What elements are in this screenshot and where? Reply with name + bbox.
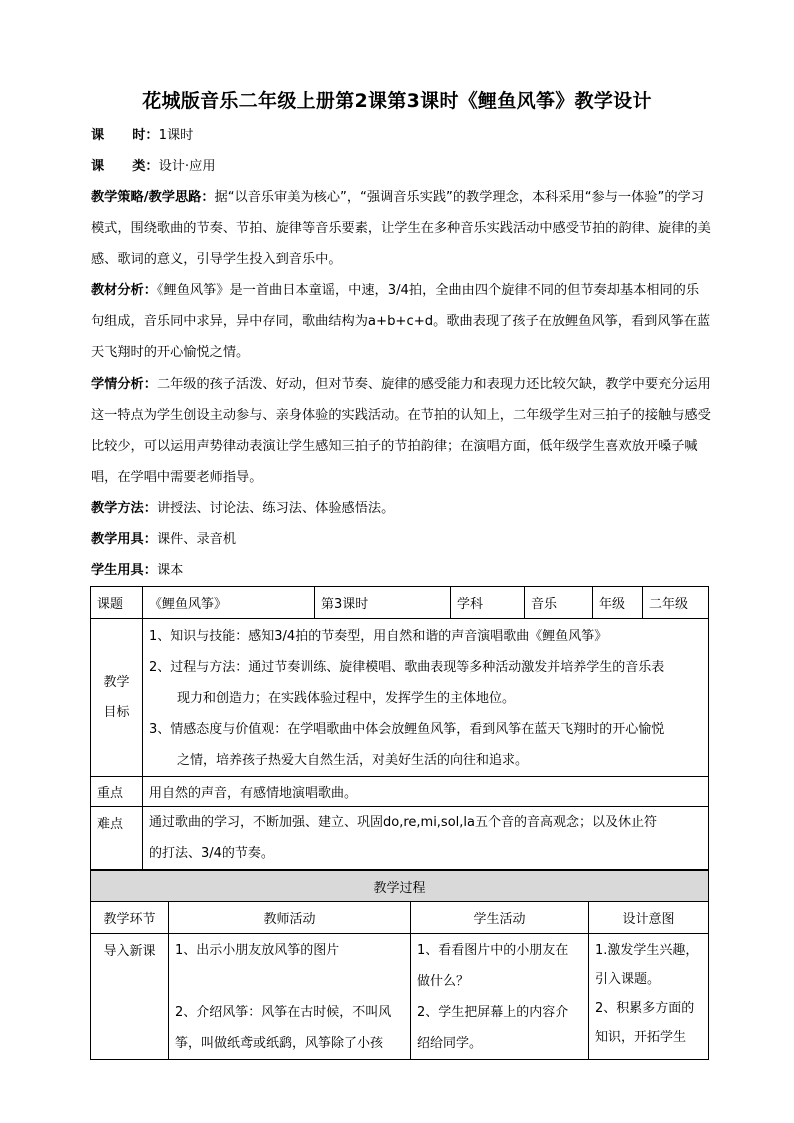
goal-3-line-2: 之情，培养孩子热爱大自然生活，对美好生活的向往和追求。: [177, 753, 529, 768]
method-text: 讲授法、讨论法、练习法、体验感悟法。: [156, 501, 395, 516]
learner-text: 二年级的孩子活泼、好动，但对节奏、旋律的感受能力和表现力还比较欠缺，教学中要充分运用这一特点为学生创设主动参与、亲身体验的实践活动。在节拍的认知上，二年级学生对三拍子的接触与感受比较少，可以运用声势律动表演让学生感知三拍子的节拍韵律；在演唱方面，低年级学生喜欢放开嗓子喊唱，在学唱中需要老师指导。: [91, 377, 711, 485]
col-teacher: 教师活动: [169, 902, 411, 934]
student-tools-line: [91, 555, 711, 586]
cell-subject-label: 学科: [451, 587, 525, 619]
goals-label: [91, 619, 143, 777]
lesson-hours-label-1: 课: [91, 128, 105, 143]
difficulty-line-2: 的打法、3/4的节奏。: [149, 846, 274, 861]
strategy-text: 据“以音乐审美为核心”，“强调音乐实践”的教学理念，本科采用“参与一体验”的学习模式，围绕歌曲的节奏、节拍、旋律等音乐要素，让学生在多种音乐实践活动中感受节拍的韵律、旋律的美感、歌词的意义，引导学生投入到音乐中。: [91, 190, 711, 267]
student-tools-text: 课本: [156, 563, 184, 578]
intent-1-line-1: 1.激发学生兴趣，: [595, 943, 699, 958]
strategy-label: 教学策略/教学思路：: [91, 190, 215, 205]
intro-stage: 导入新课: [91, 934, 169, 1060]
goals-label-line-1: 教学: [103, 674, 130, 690]
difficulty-content: [143, 807, 709, 870]
student-tools-label: 学生用具：: [91, 563, 157, 578]
cell-grade-value: 二年级: [643, 587, 709, 619]
intro-teacher: [169, 934, 411, 1060]
material-text: 《鲤鱼风筝》是一首曲日本童谣，中速，3/4拍，全曲由四个旋律不同的但节奏却基本相同的乐句组成，音乐同中求异，异中存同，歌曲结构为a+b+c+d。歌曲表现了孩子在放鲤鱼风筝，看到风筝在蓝天飞翔时的开心愉悦之情。: [91, 283, 711, 360]
tools-label: 教学用具：: [91, 532, 157, 547]
strategy-paragraph: [91, 182, 711, 275]
material-label: 教材分析：: [91, 283, 157, 298]
lesson-type-value: 设计·应用: [158, 159, 216, 174]
goals-content: [143, 619, 709, 777]
student-step-2-line-2: 绍给同学。: [417, 1036, 483, 1051]
goal-1: 1、知识与技能：感知3/4拍的节奏型，用自然和谐的声音演唱歌曲《鲤鱼风筝》: [149, 629, 608, 644]
intro-intent: [589, 934, 709, 1060]
lesson-table: [90, 586, 709, 870]
process-table: [90, 870, 709, 1060]
lesson-type-label-2: 类：: [132, 159, 159, 174]
goal-2-line-2: 现力和创造力；在实践体验过程中，发挥学生的主体地位。: [177, 691, 516, 706]
goal-2-line-1: 2、过程与方法：通过节奏训练、旋律模唱、歌曲表现等多种活动激发并培养学生的音乐表: [149, 660, 665, 675]
difficulty-row: [91, 807, 709, 870]
lesson-hours-line: [91, 120, 711, 151]
lesson-type-line: [91, 151, 711, 182]
subject-row: [91, 587, 709, 619]
method-line: [91, 493, 711, 524]
teacher-step-1: 1、出示小朋友放风筝的图片: [175, 943, 340, 958]
student-step-2-line-1: 2、学生把屏幕上的内容介: [417, 1005, 569, 1020]
cell-topic-label: 课题: [91, 587, 143, 619]
intent-2-line-1: 2、积累多方面的: [595, 1001, 695, 1016]
process-header-row: [91, 871, 709, 902]
student-step-1-line-2: 做什么？: [417, 974, 470, 989]
document-title: 花城版音乐二年级上册第2课第3课时《鲤鱼风筝》教学设计: [142, 90, 652, 112]
lesson-type-label-1: 课: [91, 159, 105, 174]
goal-3-line-1: 3、情感态度与价值观：在学唱歌曲中体会放鲤鱼风筝，看到风筝在蓝天飞翔时的开心愉悦: [149, 722, 665, 737]
key-point-row: [91, 777, 709, 807]
difficulty-line-1: 通过歌曲的学习，不断加强、建立、巩固do,re,mi,sol,la五个音的音高观念；以及休止符: [149, 815, 657, 830]
difficulty-label: 难点: [91, 807, 143, 870]
intro-student: [411, 934, 589, 1060]
intro-row: [91, 934, 709, 1060]
cell-grade-label: 年级: [593, 587, 643, 619]
process-header: 教学过程: [91, 871, 709, 902]
cell-topic-value: 《鲤鱼风筝》: [143, 587, 315, 619]
intent-1-line-2: 引入课题。: [595, 972, 661, 987]
lesson-hours-label-2: 时：: [132, 128, 159, 143]
learner-paragraph: [91, 369, 711, 493]
cell-lesson-number: 第3课时: [315, 587, 451, 619]
col-stage: 教学环节: [91, 902, 169, 934]
learner-label: 学情分析：: [91, 377, 157, 392]
student-step-1-line-1: 1、看看图片中的小朋友在: [417, 943, 569, 958]
method-label: 教学方法：: [91, 501, 157, 516]
teacher-step-2-line-1: 2、介绍风筝：风筝在古时候，不叫风: [175, 1005, 392, 1020]
key-point-text: 用自然的声音，有感情地演唱歌曲。: [143, 777, 709, 807]
goals-row: [91, 619, 709, 777]
tools-line: [91, 524, 711, 555]
col-student: 学生活动: [411, 902, 589, 934]
key-point-label: 重点: [91, 777, 143, 807]
lesson-hours-value: 1课时: [158, 128, 194, 143]
tools-text: 课件、录音机: [156, 532, 237, 547]
col-intent: 设计意图: [589, 902, 709, 934]
teacher-step-2-line-2: 筝，叫做纸鸢或纸鹞，风筝除了小孩: [175, 1036, 384, 1051]
goals-label-line-2: 目标: [103, 704, 130, 720]
cell-subject-value: 音乐: [525, 587, 593, 619]
material-paragraph: [91, 275, 711, 368]
process-columns-row: [91, 902, 709, 934]
intent-2-line-2: 知识，开拓学生: [595, 1030, 687, 1045]
